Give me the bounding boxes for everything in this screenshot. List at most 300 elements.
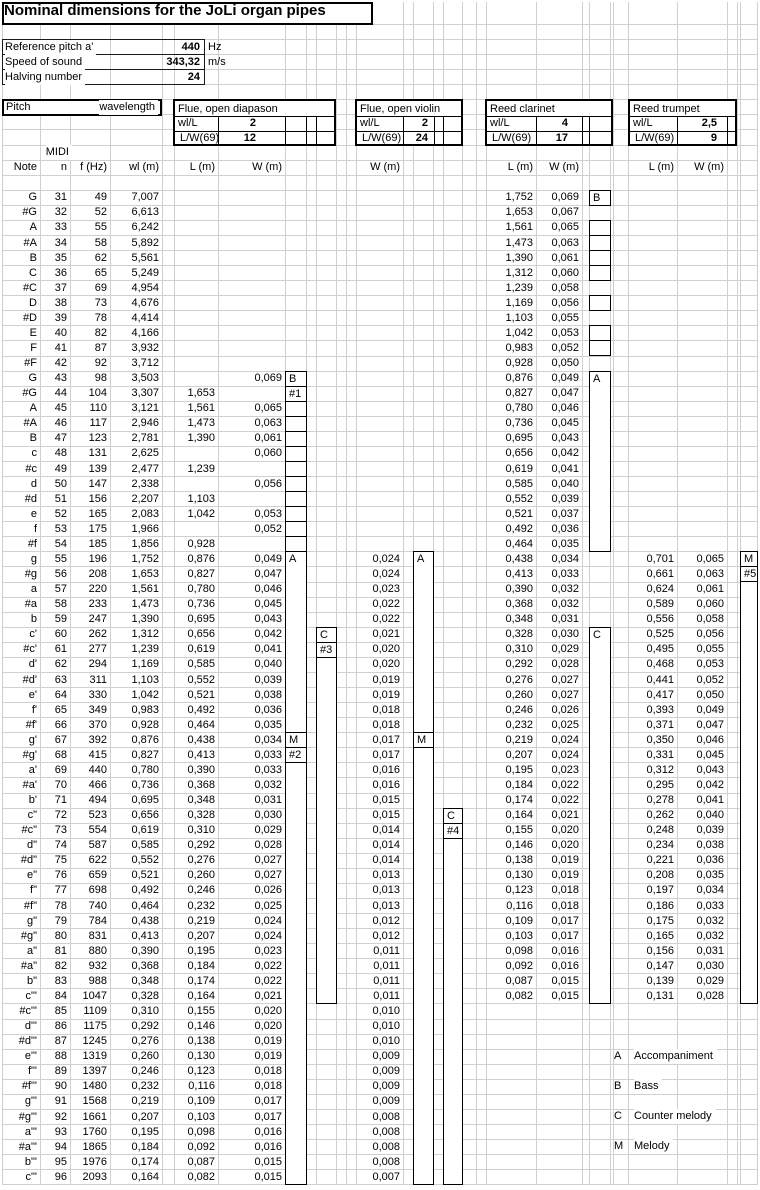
cell-note: f"' <box>27 1065 37 1078</box>
cell-note: #a' <box>22 778 37 791</box>
cell-n: 72 <box>54 809 67 822</box>
cell-note: g"' <box>24 1095 37 1108</box>
section-param1-value: 2,5 <box>701 116 717 129</box>
cell-truL: 0,393 <box>646 703 674 716</box>
cell-diaL: 0,123 <box>187 1065 215 1078</box>
cell-claW: 0,020 <box>551 839 579 852</box>
cell-diaW: 0,061 <box>254 432 282 445</box>
cell-n: 44 <box>54 387 67 400</box>
cell-truW: 0,053 <box>696 658 724 671</box>
cell-truL: 0,350 <box>646 733 674 746</box>
cell-note: #G <box>22 387 37 400</box>
cell-vioW: 0,014 <box>372 839 400 852</box>
cell-vioW: 0,014 <box>372 824 400 837</box>
cell-n: 46 <box>54 417 67 430</box>
grid-line <box>486 2 487 1185</box>
cell-truL: 0,312 <box>646 763 674 776</box>
cell-diaW: 0,023 <box>254 944 282 957</box>
marker-box-diapason-1 <box>285 762 307 1185</box>
cell-n: 63 <box>54 673 67 686</box>
cell-claW: 0,020 <box>551 824 579 837</box>
cell-claW: 0,052 <box>551 341 579 354</box>
cell-claL: 0,260 <box>505 688 533 701</box>
cell-truL: 0,468 <box>646 658 674 671</box>
cell-wl: 0,390 <box>131 944 159 957</box>
section-divider <box>582 116 583 146</box>
marker-box-clarinet-1 <box>589 325 611 341</box>
cell-n: 75 <box>54 854 67 867</box>
cell-diaL: 0,098 <box>187 1125 215 1138</box>
cell-truW: 0,061 <box>696 583 724 596</box>
cell-diaL: 0,103 <box>187 1110 215 1123</box>
cell-vioW: 0,008 <box>372 1140 400 1153</box>
cell-n: 69 <box>54 763 67 776</box>
cell-diaL: 0,619 <box>187 643 215 656</box>
cell-wl: 0,928 <box>131 718 159 731</box>
cell-claW: 0,043 <box>551 432 579 445</box>
cell-f: 52 <box>94 206 107 219</box>
cell-claW: 0,016 <box>551 959 579 972</box>
cell-diaW: 0,039 <box>254 673 282 686</box>
cell-claL: 1,169 <box>505 296 533 309</box>
cell-f: 1397 <box>82 1065 107 1078</box>
cell-claL: 0,098 <box>505 944 533 957</box>
cell-note: E <box>29 326 37 339</box>
marker-box-diapason-1 <box>285 506 307 522</box>
cell-wl: 3,121 <box>131 402 159 415</box>
cell-n: 43 <box>54 372 67 385</box>
cell-f: 175 <box>88 522 107 535</box>
cell-claW: 0,022 <box>551 778 579 791</box>
cell-n: 57 <box>54 583 67 596</box>
grid-line <box>2 2 3 1185</box>
cell-f: 440 <box>88 763 107 776</box>
cell-truL: 0,156 <box>646 944 674 957</box>
cell-wl: 0,174 <box>131 1155 159 1168</box>
cell-claW: 0,040 <box>551 477 579 490</box>
grid-line <box>2 401 757 402</box>
cell-note: d"' <box>24 1020 37 1033</box>
cell-n: 56 <box>54 568 67 581</box>
cell-claL: 1,653 <box>505 206 533 219</box>
marker-box-clarinet-1 <box>589 220 611 236</box>
cell-diaL: 0,164 <box>187 989 215 1002</box>
cell-diaW: 0,033 <box>254 763 282 776</box>
cell-truW: 0,031 <box>696 944 724 957</box>
grid-line <box>2 371 757 372</box>
marker-label-diapason-1: #2 <box>289 749 302 762</box>
section-param1-label: wl/L <box>178 116 198 129</box>
section-param1-value: 2 <box>249 116 256 129</box>
cell-note: #A <box>23 417 37 430</box>
cell-claW: 0,063 <box>551 236 579 249</box>
marker-label-violin-2: #4 <box>447 824 460 837</box>
cell-truW: 0,038 <box>696 839 724 852</box>
section-param2-label: L/W(69) <box>635 131 675 144</box>
cell-note: e <box>30 507 37 520</box>
cell-note: #d' <box>22 673 37 686</box>
cell-n: 89 <box>54 1065 67 1078</box>
cell-diaL: 0,656 <box>187 628 215 641</box>
cell-f: 932 <box>88 959 107 972</box>
cell-claL: 0,232 <box>505 718 533 731</box>
cell-wl: 5,249 <box>131 266 159 279</box>
cell-note: #d" <box>20 854 37 867</box>
cell-diaL: 0,184 <box>187 959 215 972</box>
grid-line <box>2 265 757 266</box>
cell-claL: 0,348 <box>505 613 533 626</box>
cell-claL: 0,695 <box>505 432 533 445</box>
cell-vioW: 0,013 <box>372 899 400 912</box>
cell-wl: 6,242 <box>131 221 159 234</box>
info-unit-ms: m/s <box>208 55 226 68</box>
section-param2-label: L/W(69) <box>492 131 532 144</box>
cell-n: 84 <box>54 989 67 1002</box>
cell-note: #f"' <box>21 1080 37 1093</box>
cell-truL: 0,248 <box>646 824 674 837</box>
cell-f: 880 <box>88 944 107 957</box>
legend-label-melody: Melody <box>634 1139 673 1154</box>
wavelength-label: wavelength <box>99 100 158 115</box>
cell-diaW: 0,017 <box>254 1110 282 1123</box>
marker-label-violin-1: A <box>417 553 425 566</box>
cell-claL: 0,492 <box>505 522 533 535</box>
cell-diaL: 0,310 <box>187 824 215 837</box>
marker-box-clarinet-1 <box>589 190 611 206</box>
cell-n: 79 <box>54 914 67 927</box>
cell-diaW: 0,015 <box>254 1170 282 1183</box>
cell-diaL: 0,116 <box>188 1080 215 1093</box>
cell-wl: 1,312 <box>131 628 159 641</box>
cell-diaW: 0,028 <box>254 839 282 852</box>
cell-wl: 2,338 <box>131 477 159 490</box>
column-header-violin-0: W (m) <box>370 161 400 174</box>
cell-wl: 0,552 <box>131 854 159 867</box>
cell-truL: 0,441 <box>646 673 674 686</box>
cell-wl: 0,780 <box>131 763 159 776</box>
grid-line <box>336 2 337 1185</box>
section-divider <box>306 116 307 146</box>
marker-box-trumpet-1 <box>740 566 758 582</box>
cell-f: 87 <box>94 341 107 354</box>
cell-vioW: 0,008 <box>372 1125 400 1138</box>
cell-n: 83 <box>54 974 67 987</box>
cell-f: 65 <box>94 266 107 279</box>
cell-n: 52 <box>54 507 67 520</box>
section-param2-value: 17 <box>555 131 568 144</box>
cell-truL: 0,147 <box>646 959 674 972</box>
cell-diaW: 0,020 <box>254 1005 282 1018</box>
cell-claL: 0,138 <box>505 854 533 867</box>
cell-note: #C <box>22 281 37 294</box>
cell-note: c"' <box>25 1170 37 1183</box>
cell-truW: 0,042 <box>696 778 724 791</box>
cell-note: a' <box>28 763 37 776</box>
cell-claW: 0,036 <box>551 522 579 535</box>
cell-diaL: 0,082 <box>187 1170 215 1183</box>
cell-truL: 0,417 <box>646 688 674 701</box>
cell-vioW: 0,024 <box>372 568 400 581</box>
cell-f: 55 <box>94 221 107 234</box>
cell-vioW: 0,015 <box>372 794 400 807</box>
cell-claW: 0,042 <box>551 447 579 460</box>
cell-diaL: 0,390 <box>187 763 215 776</box>
grid-line <box>40 2 41 1185</box>
cell-note: #F <box>24 357 37 370</box>
cell-f: 1661 <box>82 1110 107 1123</box>
cell-wl: 2,625 <box>131 447 159 460</box>
cell-n: 67 <box>54 733 67 746</box>
marker-box-diapason-1 <box>285 536 307 552</box>
cell-diaL: 0,109 <box>187 1095 215 1108</box>
cell-vioW: 0,021 <box>372 628 400 641</box>
grid-line <box>589 2 590 1185</box>
marker-box-diapason-1 <box>285 521 307 537</box>
cell-truL: 0,295 <box>646 778 674 791</box>
cell-f: 554 <box>88 824 107 837</box>
marker-label-diapason-1: M <box>289 734 299 747</box>
cell-claL: 1,239 <box>505 281 533 294</box>
cell-diaL: 1,042 <box>187 507 215 520</box>
info-label-reference-pitch: Reference pitch a' <box>5 40 96 55</box>
cell-claW: 0,032 <box>551 598 579 611</box>
cell-diaW: 0,027 <box>254 854 282 867</box>
cell-truW: 0,036 <box>696 854 724 867</box>
cell-f: 1109 <box>83 1005 107 1018</box>
cell-n: 62 <box>54 658 67 671</box>
cell-f: 92 <box>94 357 107 370</box>
column-header-note: Note <box>13 161 37 174</box>
cell-truW: 0,030 <box>696 959 724 972</box>
marker-box-violin-1 <box>413 747 434 1185</box>
cell-wl: 0,246 <box>131 1065 159 1078</box>
marker-label-diapason-1: A <box>289 553 297 566</box>
section-divider <box>589 116 590 146</box>
cell-truW: 0,050 <box>696 688 724 701</box>
marker-box-diapason-2 <box>316 642 337 658</box>
grid-line <box>2 190 757 191</box>
cell-diaL: 0,521 <box>187 688 215 701</box>
cell-wl: 0,464 <box>131 899 159 912</box>
grid-line <box>582 2 583 1185</box>
section-divider <box>434 116 435 146</box>
cell-f: 1319 <box>82 1050 107 1063</box>
cell-diaL: 1,473 <box>187 417 215 430</box>
marker-label-violin-1: M <box>417 734 427 747</box>
cell-n: 48 <box>54 447 67 460</box>
cell-diaW: 0,029 <box>254 824 282 837</box>
cell-diaL: 0,260 <box>187 869 215 882</box>
cell-claL: 0,521 <box>505 507 533 520</box>
cell-truL: 0,331 <box>646 748 674 761</box>
marker-box-clarinet-1 <box>589 627 611 1005</box>
cell-claL: 0,368 <box>505 598 533 611</box>
cell-n: 68 <box>54 748 67 761</box>
cell-truW: 0,045 <box>696 748 724 761</box>
cell-wl: 5,892 <box>131 236 159 249</box>
cell-f: 587 <box>88 839 107 852</box>
cell-vioW: 0,022 <box>372 613 400 626</box>
cell-n: 70 <box>54 778 67 791</box>
cell-n: 64 <box>54 688 67 701</box>
cell-claW: 0,069 <box>551 191 579 204</box>
cell-diaW: 0,069 <box>254 372 282 385</box>
section-param1-label: wl/L <box>490 116 510 129</box>
cell-wl: 2,781 <box>131 432 159 445</box>
cell-claL: 0,207 <box>505 748 533 761</box>
cell-diaL: 0,276 <box>187 854 215 867</box>
cell-truW: 0,049 <box>696 703 724 716</box>
cell-claW: 0,024 <box>551 733 579 746</box>
marker-label-trumpet-1: #5 <box>744 568 757 581</box>
cell-n: 54 <box>54 537 67 550</box>
grid-line <box>2 340 757 341</box>
cell-note: G <box>28 191 37 204</box>
cell-claW: 0,045 <box>551 417 579 430</box>
marker-box-diapason-1 <box>285 416 307 432</box>
cell-f: 58 <box>94 236 107 249</box>
legend-label-accompaniment: Accompaniment <box>634 1049 717 1064</box>
cell-truL: 0,208 <box>646 869 674 882</box>
marker-label-violin-2: C <box>447 809 455 822</box>
cell-truW: 0,028 <box>696 989 724 1002</box>
cell-n: 47 <box>54 432 67 445</box>
grid-line <box>677 2 678 1185</box>
cell-claL: 1,473 <box>505 236 533 249</box>
cell-wl: 0,184 <box>131 1140 159 1153</box>
cell-vioW: 0,020 <box>372 643 400 656</box>
cell-diaL: 0,219 <box>187 914 215 927</box>
section-box-clarinet <box>485 99 613 146</box>
grid-line <box>2 220 757 221</box>
marker-box-clarinet-1 <box>589 265 611 281</box>
cell-n: 88 <box>54 1050 67 1063</box>
cell-f: 110 <box>89 402 107 415</box>
grid-line <box>2 310 757 311</box>
cell-diaW: 0,036 <box>254 703 282 716</box>
cell-claW: 0,067 <box>551 206 579 219</box>
cell-claW: 0,019 <box>551 854 579 867</box>
cell-claW: 0,015 <box>551 989 579 1002</box>
cell-f: 784 <box>88 914 107 927</box>
cell-n: 39 <box>54 311 67 324</box>
grid-line <box>2 431 757 432</box>
cell-diaW: 0,019 <box>254 1035 282 1048</box>
cell-diaL: 1,653 <box>187 387 215 400</box>
cell-n: 35 <box>54 251 67 264</box>
cell-truL: 0,175 <box>646 914 674 927</box>
cell-claW: 0,027 <box>551 688 579 701</box>
cell-claW: 0,047 <box>551 387 579 400</box>
cell-wl: 0,736 <box>131 778 159 791</box>
cell-vioW: 0,019 <box>372 673 400 686</box>
cell-wl: 0,827 <box>131 748 159 761</box>
cell-n: 77 <box>54 884 67 897</box>
cell-f: 349 <box>88 703 107 716</box>
grid-line <box>2 205 757 206</box>
column-header-trumpet-1: W (m) <box>694 161 724 174</box>
cell-diaL: 0,155 <box>187 1005 215 1018</box>
cell-diaW: 0,060 <box>254 447 282 460</box>
cell-truL: 0,221 <box>646 854 674 867</box>
column-header-f: f (Hz) <box>80 161 107 174</box>
cell-f: 466 <box>88 778 107 791</box>
cell-note: B <box>29 251 37 264</box>
cell-note: b"' <box>24 1155 37 1168</box>
cell-claW: 0,060 <box>551 266 579 279</box>
cell-n: 51 <box>54 492 67 505</box>
cell-note: #f" <box>23 899 37 912</box>
cell-wl: 0,348 <box>131 974 159 987</box>
cell-n: 82 <box>54 959 67 972</box>
cell-diaW: 0,021 <box>254 989 282 1002</box>
cell-claL: 0,103 <box>505 929 533 942</box>
cell-note: C <box>29 266 37 279</box>
cell-diaW: 0,046 <box>254 583 282 596</box>
cell-vioW: 0,020 <box>372 658 400 671</box>
cell-note: #G <box>22 206 37 219</box>
cell-note: e' <box>28 688 37 701</box>
cell-n: 36 <box>54 266 67 279</box>
cell-f: 698 <box>88 884 107 897</box>
marker-box-trumpet-1 <box>740 551 758 567</box>
marker-box-violin-2 <box>443 823 463 839</box>
cell-diaW: 0,052 <box>254 522 282 535</box>
column-header-clarinet-0: L (m) <box>507 161 533 174</box>
cell-claL: 0,928 <box>505 357 533 370</box>
cell-vioW: 0,009 <box>372 1065 400 1078</box>
grid-line <box>174 2 175 1185</box>
cell-note: #f' <box>25 718 37 731</box>
cell-f: 415 <box>88 748 107 761</box>
cell-note: f" <box>30 884 37 897</box>
cell-diaL: 0,695 <box>187 613 215 626</box>
cell-n: 80 <box>54 929 67 942</box>
marker-box-diapason-1 <box>285 401 307 417</box>
cell-diaL: 0,195 <box>187 944 215 957</box>
cell-wl: 0,619 <box>131 824 159 837</box>
cell-truL: 0,525 <box>646 628 674 641</box>
cell-truW: 0,055 <box>696 643 724 656</box>
section-divider <box>316 116 317 146</box>
cell-claW: 0,017 <box>551 929 579 942</box>
cell-n: 42 <box>54 357 67 370</box>
cell-claW: 0,032 <box>551 583 579 596</box>
cell-f: 131 <box>88 447 107 460</box>
column-header-wl: wl (m) <box>129 161 159 174</box>
cell-claL: 0,736 <box>505 417 533 430</box>
cell-note: #c"' <box>19 1005 37 1018</box>
cell-claL: 0,780 <box>505 402 533 415</box>
cell-f: 1047 <box>82 989 107 1002</box>
cell-vioW: 0,011 <box>373 944 400 957</box>
cell-n: 55 <box>54 552 67 565</box>
cell-diaL: 0,585 <box>187 658 215 671</box>
marker-box-violin-2 <box>443 838 463 1186</box>
cell-f: 49 <box>94 191 107 204</box>
cell-wl: 1,042 <box>131 688 159 701</box>
cell-claW: 0,034 <box>551 552 579 565</box>
cell-diaW: 0,025 <box>254 899 282 912</box>
cell-claL: 1,042 <box>505 326 533 339</box>
legend-key-accompaniment: A <box>614 1050 622 1062</box>
cell-wl: 0,219 <box>131 1095 159 1108</box>
page-title: Nominal dimensions for the JoLi organ pipes <box>4 2 326 19</box>
cell-claL: 0,082 <box>505 989 533 1002</box>
cell-f: 277 <box>88 643 107 656</box>
grid-line <box>2 446 757 447</box>
cell-truW: 0,063 <box>696 568 724 581</box>
